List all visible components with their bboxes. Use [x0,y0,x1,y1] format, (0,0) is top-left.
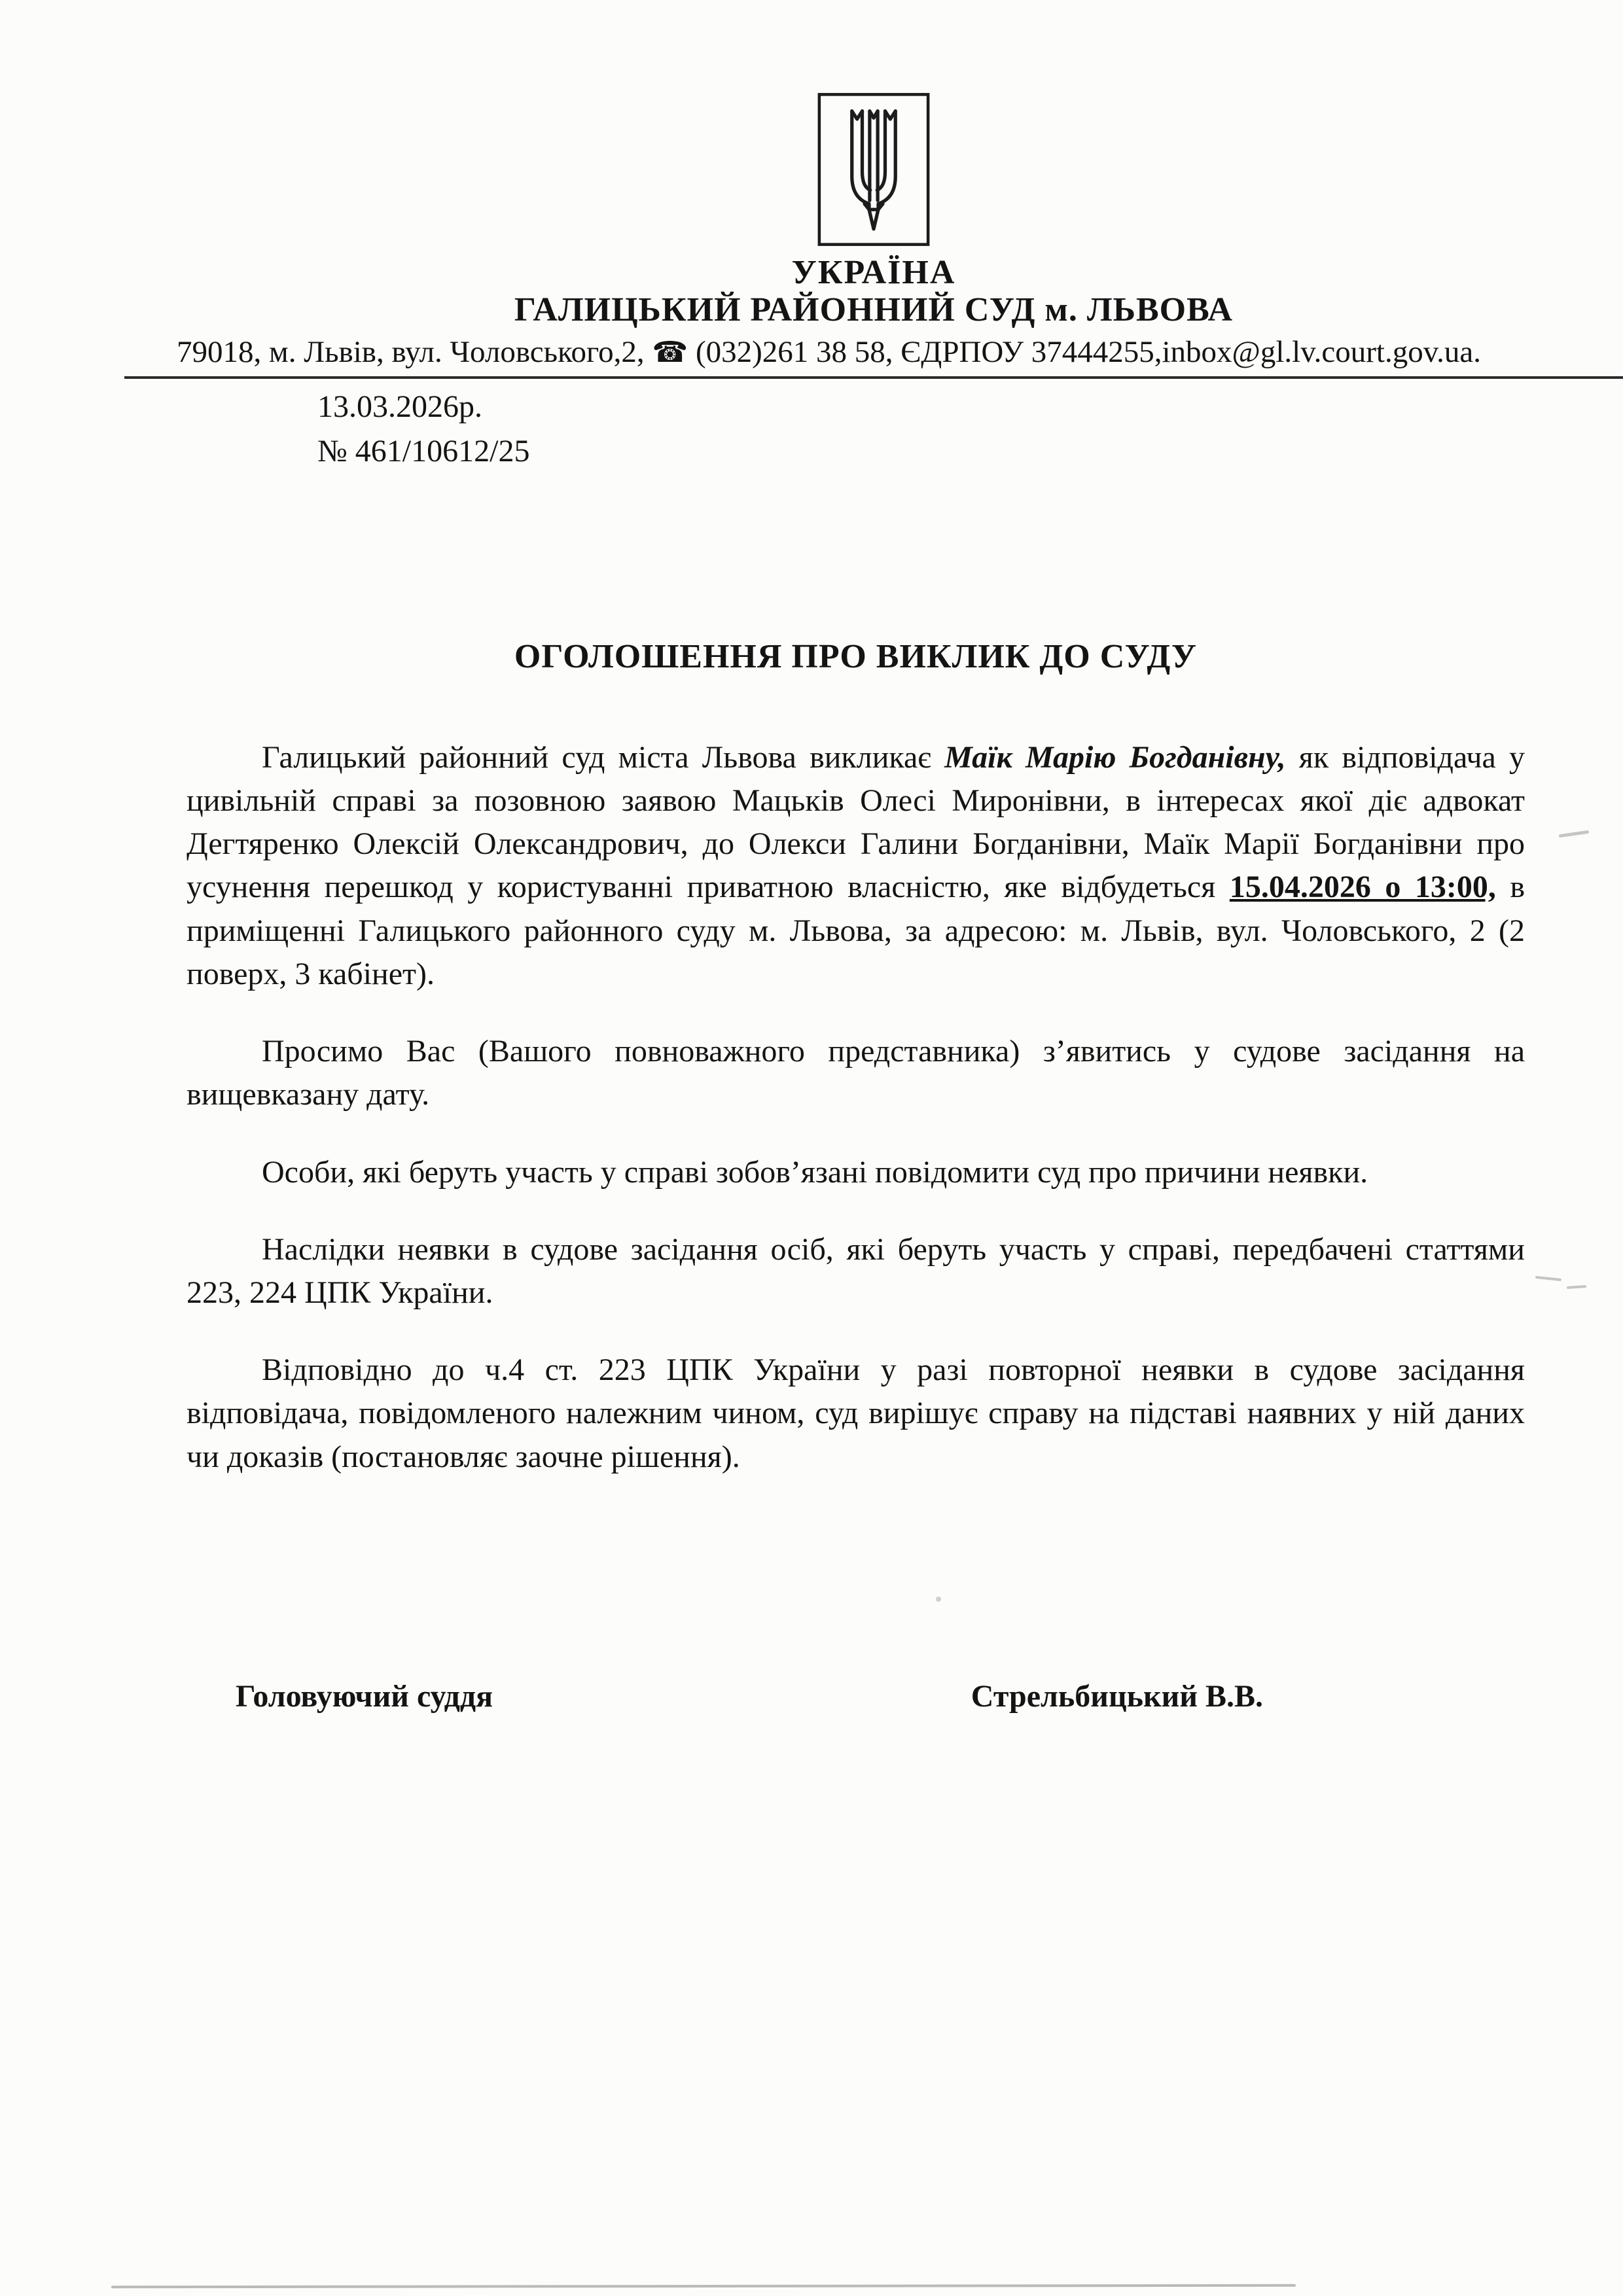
summons-text-3: в приміщенні Галицького районного суду м. Львова, за адресою: м. Львів, вул. Чоловського, 2 (2 поверх, 3 кабінет). [187,870,1525,991]
phone-icon: ☎ [652,336,688,370]
scan-artifact [1559,830,1589,838]
address-prefix: 79018, м. Львів, вул. Чоловського,2, [177,335,652,370]
address-suffix: (032)261 38 58, ЄДРПОУ 37444255,inbox@gl.lv.court.gov.ua. [688,335,1482,370]
paragraph-attendance-request: Просимо Вас (Вашого повноважного представника) з’явитись у судове засідання на вищевказану дату. [187,1034,1525,1112]
paragraph-default-judgment: Відповідно до ч.4 ст. 223 ЦПК України у разі повторної неявки в судове засідання відповідача, повідомленого належним чином, суд вирішує справу на підставі наявних у ній даних чи доказів (постановляє заочне рішення). [187,1352,1525,1474]
signature-role: Головуючий суддя [236,1678,493,1714]
country-name: УКРАЇНА [791,254,956,291]
summons-text-2: як відповідача у цивільній справі за позовною заявою Мацьків Олесі Миронівни, в інтересах якої діє адвокат Дегтяренко Олексій Олександрович, до Олекси Галини Богданівни, Маїк Марії Богданівни про усунення перешкод у користуванні приватною власністю, яке відбудеться [187,739,1525,905]
summons-text-1: Галицький районний суд міста Львова викликає [262,739,945,775]
signature-block [187,1678,1525,1714]
signature-name: Стрельбицький В.В. [971,1678,1263,1714]
court-name: ГАЛИЦЬКИЙ РАЙОННИЙ СУД м. ЛЬВОВА [514,291,1234,329]
scan-edge-line [111,2284,1296,2289]
paragraph-consequences: Наслідки неявки в судове засідання осіб, які беруть участь у справі, передбачені статтями 223, 224 ЦПК України. [187,1231,1525,1310]
document-body [187,736,1525,1714]
coat-of-arms-emblem [124,0,1623,247]
defendant-name: Маїк Марію Богданівну, [944,739,1286,775]
hearing-datetime: 15.04.2026 о 13:00, [1229,870,1496,905]
trident-icon [816,92,931,247]
document-title: ОГОЛОШЕННЯ ПРО ВИКЛИК ДО СУДУ [514,637,1198,675]
case-number: № 461/10612/25 [317,434,530,469]
address-line [124,334,1623,379]
scan-artifact [936,1597,941,1602]
letterhead [124,0,1623,470]
document-date: 13.03.2026р. [317,389,482,425]
paragraph-notify-absence: Особи, які беруть участь у справі зобов’язані повідомити суд про причини неявки. [262,1154,1368,1190]
scan-artifact [1567,1285,1586,1289]
scan-artifact [1535,1276,1561,1281]
paragraph-summons [187,736,1525,996]
